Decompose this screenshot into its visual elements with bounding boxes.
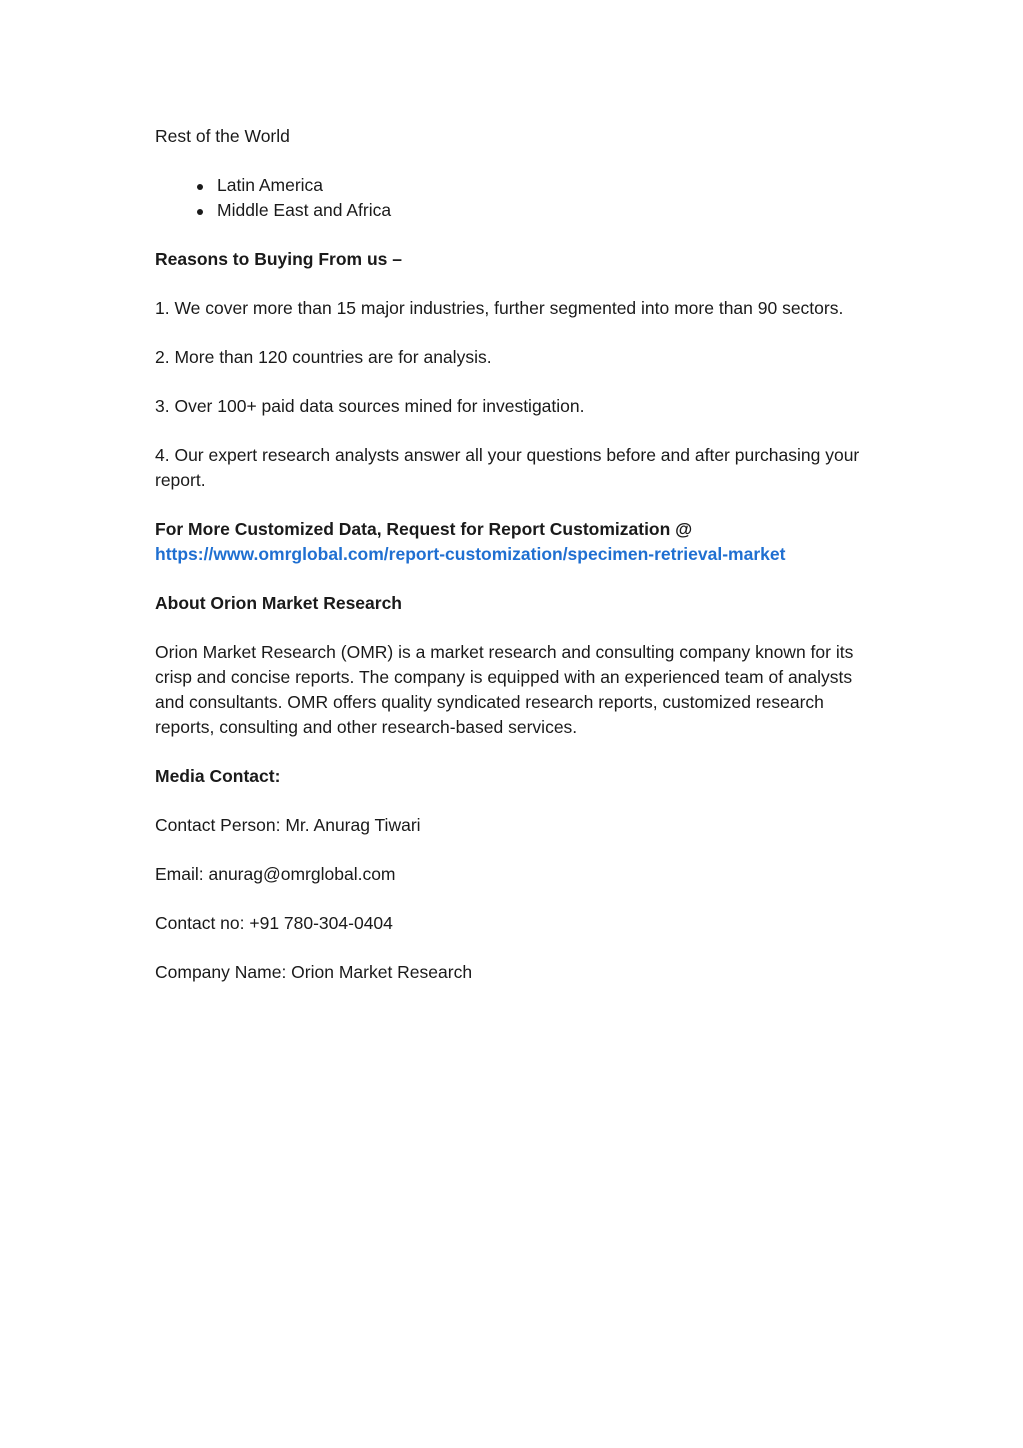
bullet-icon	[197, 184, 203, 190]
bullet-icon	[197, 209, 203, 215]
document-content	[155, 124, 875, 985]
about-heading: About Orion Market Research	[155, 593, 402, 613]
reasons-heading: Reasons to Buying From us –	[155, 249, 402, 269]
list-item-label: Middle East and Africa	[217, 200, 392, 220]
customization-label: For More Customized Data, Request for Report Customization @	[155, 519, 693, 539]
media-contact-heading: Media Contact:	[155, 766, 281, 786]
contact-email: Email: anurag@omrglobal.com	[155, 864, 396, 884]
region-heading: Rest of the World	[155, 126, 290, 146]
region-list	[155, 173, 875, 223]
reason-item-2: 2. More than 120 countries are for analysis.	[155, 347, 492, 367]
list-item-label: Latin America	[217, 175, 324, 195]
contact-person: Contact Person: Mr. Anurag Tiwari	[155, 815, 421, 835]
company-name: Company Name: Orion Market Research	[155, 962, 473, 982]
list-item	[155, 173, 875, 198]
reason-item-3: 3. Over 100+ paid data sources mined for investigation.	[155, 396, 585, 416]
contact-phone: Contact no: +91 780-304-0404	[155, 913, 393, 933]
list-item	[155, 198, 875, 223]
reason-item-1: 1. We cover more than 15 major industries, further segmented into more than 90 sectors.	[155, 298, 844, 318]
customization-link[interactable]: https://www.omrglobal.com/report-customization/specimen-retrieval-market	[155, 544, 786, 564]
about-body: Orion Market Research (OMR) is a market research and consulting company known for its crisp and concise reports. The company is equipped with an experienced team of analysts and consultants. OMR offers quality syndicated research reports, customized research reports, consulting and other research-based services.	[155, 642, 854, 737]
reason-item-4: 4. Our expert research analysts answer all your questions before and after purchasing your report.	[155, 445, 860, 490]
